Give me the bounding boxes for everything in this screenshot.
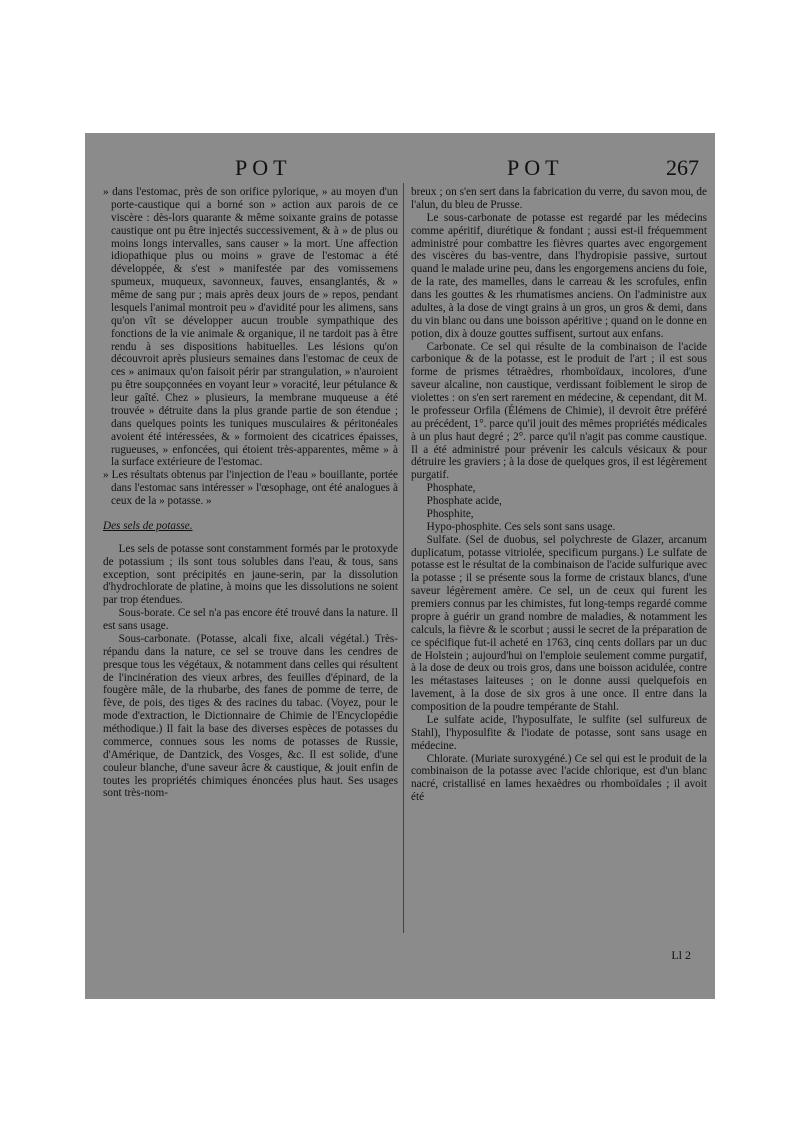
- paragraph: Sous-carbonate. (Potasse, alcali fixe, alcali végétal.) Très-répandu dans la nature, ce sel se trouve dans les cendres de presque tous les végétaux, & notamment dans celles qui résultent de l'incinération des vieux arbres, des feuilles d'épinard, de la fougère mâle, de la rhubarbe, des fanes de pomme de terre, de fève, de pois, des tiges & des racines du tabac. (Voyez, pour le mode d'extraction, le Dictionnaire de Chimie de l'Encyclopédie méthodique.) Il fait la base des diverses espèces de potasses du commerce, connues sous les noms de potasses de Russie, d'Amérique, de Dantzick, des Vosges, &c. Il est solide, d'une couleur blanche, d'une saveur âcre & caustique, & jouit enfin de toutes les propriétés chimiques énoncées plus haut. Ses usages sont très-nom-: [103, 632, 398, 800]
- list-item: Phosphite,: [426, 507, 474, 520]
- left-column: [103, 186, 398, 800]
- signature-mark: Ll 2: [671, 948, 691, 962]
- paragraph: Le sous-carbonate de potasse est regardé par les médecins comme apéritif, diurétique & fondant ; aussi est-il fréquemment administré pour combattre les fièvres quartes avec engorgement des viscères du bas-ventre, dans l'hydropisie passive, surtout quand le malade urine peu, dans les engorgemens anciens du foie, de la rate, des mamelles, dans le carreau & les scrofules, enfin dans les gouttes & les rhumatismes anciens. On l'administre aux adultes, à la dose de vingt grains à un gros, un gros & demi, dans du vin blanc ou dans une boisson apéritive ; quand on le donne en potion, dix à douze gouttes suffisent, surtout aux enfans.: [411, 211, 707, 340]
- running-head-left: POT: [235, 155, 292, 180]
- quote-paragraph-2: » Les résultats obtenus par l'injection de l'eau » bouillante, portée dans l'estomac sans intéresser » l'œsophage, ont été analogues à ceux de la » potasse. »: [103, 469, 398, 507]
- column-divider: [403, 183, 404, 933]
- right-column: [411, 186, 707, 804]
- list-item: Phosphate acide,: [426, 495, 502, 507]
- paragraph: Le sulfate acide, l'hyposulfate, le sulfite (sel sulfureux de Stahl), l'hyposulfite & l'iodate de potasse, sont sans usage en médecine.: [411, 713, 707, 752]
- paragraph: Sulfate. (Sel de duobus, sel polychreste de Glazer, arcanum duplicatum, potasse vitriolée, specificum purgans.) Le sulfate de potasse est le résultat de la combinaison de l'acide sulfurique avec la potasse ; il se présente sous la forme de cristaux blancs, d'une saveur légèrement amère. Ce sel, un de ceux qui furent les premiers connus par les chimistes, fut long-temps regardé comme propre à guérir un grand nombre de maladies, & notamment les calculs, la fièvre & le scorbut ; aussi le secret de la préparation de ce spécifique fut-il acheté en 1763, cinq cents dollars par un duc de Holstein ; aujourd'hui on l'emploie seulement comme purgatif, à la dose de deux ou trois gros, dans une boisson acidulée, contre les métastases laiteuses ; on le donne aussi quelquefois en lavement, à la dose de six gros à une once. Il entre dans la composition de la poudre tempérante de Stahl.: [411, 533, 707, 713]
- list-item: Phosphate,: [426, 482, 476, 495]
- list-item: Hypo-phosphite. Ces sels sont sans usage.: [426, 520, 616, 533]
- paragraph: Carbonate. Ce sel qui résulte de la combinaison de l'acide carbonique & de la potasse, est le produit de l'art ; il est sous forme de prismes tétraèdres, rhomboïdaux, incolores, d'une saveur alcaline, non caustique, verdissant foiblement le sirop de violettes : on s'en sert rarement en médecine, & cependant, dit M. le professeur Orfila (Élémens de Chimie), il devroit être préféré au précédent, 1°. parce qu'il jouit des mêmes propriétés médicales à un plus haut degré ; 2°. parce qu'il n'agit pas comme caustique. Il a été administré pour prévenir les calculs vésicaux & pour détruire les graviers ; à la dose de quelques gros, il est légèrement purgatif.: [411, 340, 707, 482]
- paragraph: breux ; on s'en sert dans la fabrication du verre, du savon mou, de l'alun, du bleu de Prusse.: [411, 186, 707, 211]
- paragraph: Sous-borate. Ce sel n'a pas encore été trouvé dans la nature. Il est sans usage.: [103, 607, 398, 632]
- quote-paragraph: » dans l'estomac, près de son orifice pylorique, » au moyen d'un porte-caustique qui a borné son » action aux parois de ce viscère : dès-lors quarante & même soixante grains de potasse caustique ont pu être injectés successivement, & à » de plus ou moins longs intervalles, sans causer » la mort. Une affection idiopathique plus ou moins » grave de l'estomac a été développée, & s'est » manifestée par des vomissemens spumeux, muqueux, savonneux, fauves, ensanglantés, & » même de sang pur ; mais après deux jours de » repos, pendant lesquels l'animal montroit peu » d'avidité pour les alimens, sans qu'on vît se développer aucun trouble sympathique des fonctions de la vie animale & organique, il ne tardoit pas à être rendu à ses dispositions habituelles. Les lésions qu'on découvroit après plusieurs semaines dans l'estomac de ceux de ces » animaux qu'on faisoit périr par strangulation, » n'auroient pu être soupçonnées en voyant leur » voracité, leur pétulance & leur gaîté. Chez » plusieurs, la membrane muqueuse a été trouvée » détruite dans la plus grande partie de son étendue ; dans quelques points les tuniques musculaires & péritonéales avoient été intéressées, & » formoient des cicatrices épaisses, rugueuses, » enfoncées, qui étoient très-apparentes, même » à la surface extérieure de l'estomac.: [103, 186, 398, 469]
- page-number: 267: [666, 155, 699, 180]
- paragraph: Les sels de potasse sont constamment formés par le protoxyde de potassium ; ils sont tous solubles dans l'eau, & tous, sans exception, sont précipités en jaune-serin, par la dissolution d'hydrochlorate de platine, à moins que les dissolutions ne soient par trop étendues.: [103, 542, 398, 607]
- running-head-right: POT: [507, 155, 564, 180]
- paragraph: Chlorate. (Muriate suroxygéné.) Ce sel qui est le produit de la combinaison de la potasse avec l'acide chlorique, est d'un blanc nacré, cristallisé en lames hexaèdres ou rhomboïdales ; il avoit été: [411, 752, 707, 804]
- section-title: Des sels de potasse.: [103, 519, 193, 532]
- scanned-page: [85, 133, 715, 999]
